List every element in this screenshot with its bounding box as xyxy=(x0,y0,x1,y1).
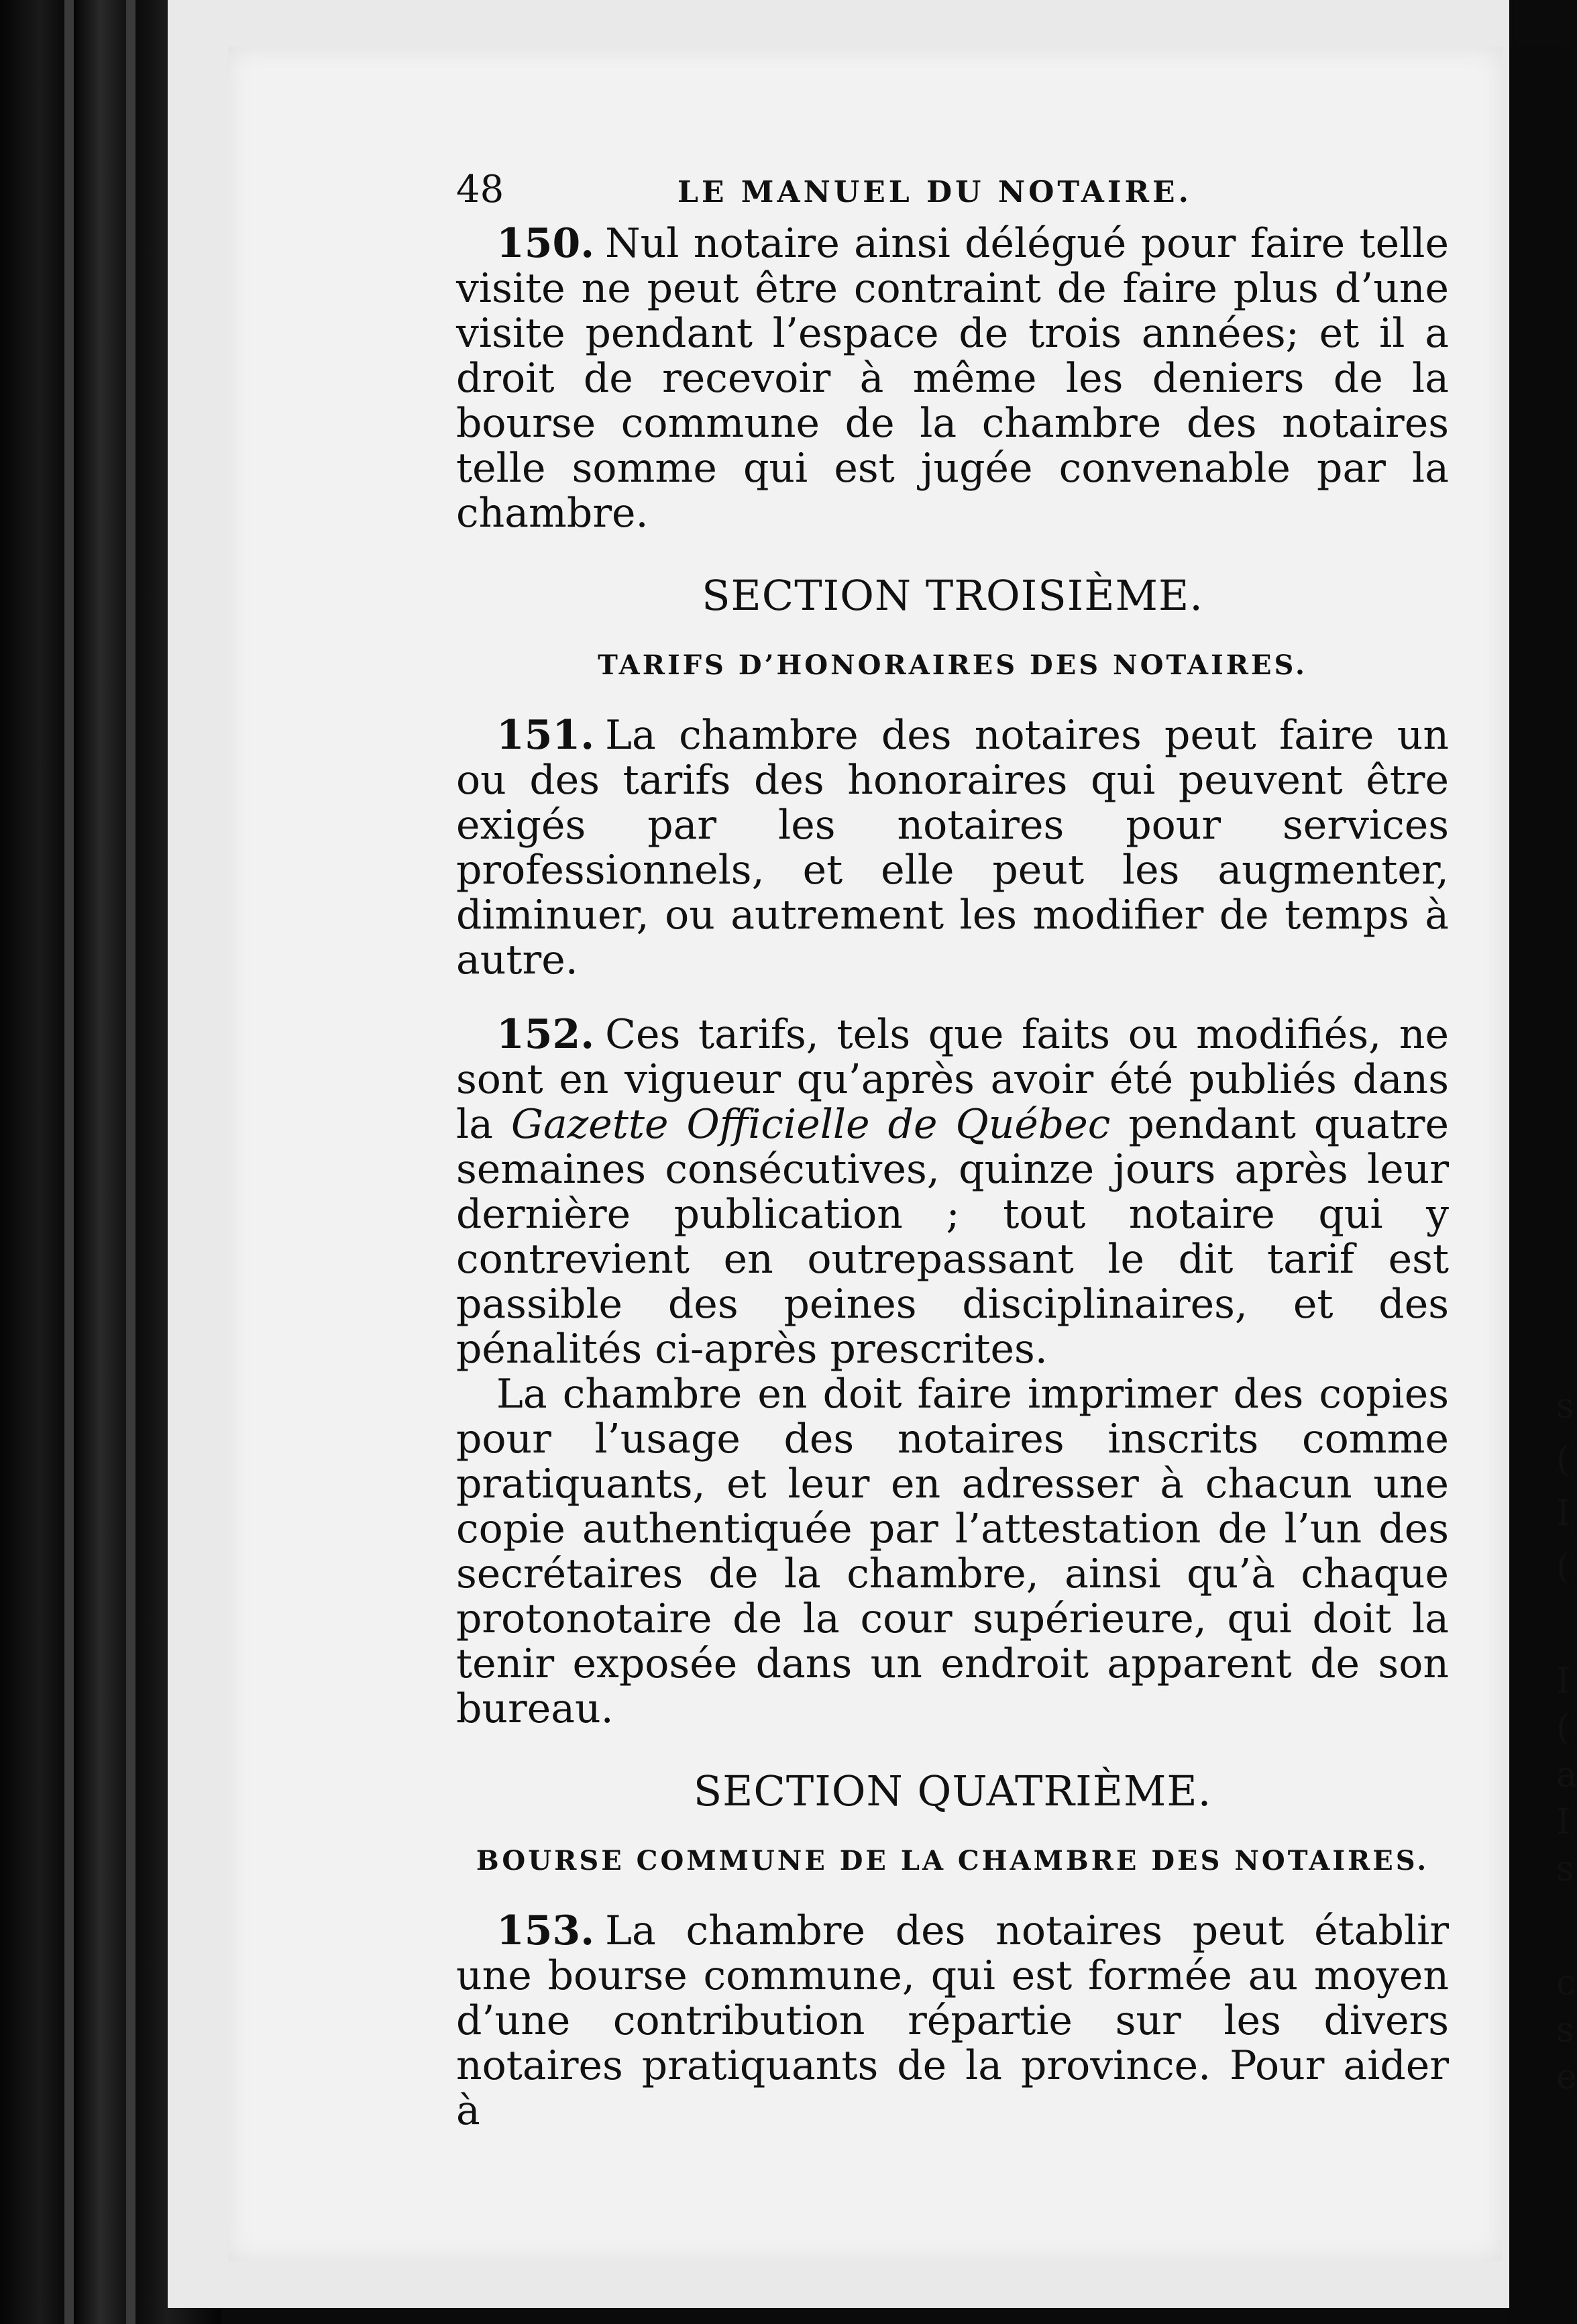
section-subtitle: BOURSE COMMUNE DE LA CHAMBRE DES NOTAIRES. xyxy=(476,1845,1429,1877)
section-title: SECTION QUATRIÈME. xyxy=(693,1766,1212,1815)
article-number: 150. xyxy=(496,220,595,267)
facing-page-fragment: s xyxy=(1556,1849,1574,1889)
facing-page-fragment: a xyxy=(1556,1755,1577,1795)
facing-page-fragment: c xyxy=(1556,1963,1576,2003)
article-text: La chambre des notaires peut établir une bourse commune, qui est formée au moyen d’une contribution répartie sur les divers notaires pratiquants de la province. Pour aider à xyxy=(456,1907,1449,2134)
section-subtitle: TARIFS D’HONORAIRES DES NOTAIRES. xyxy=(598,649,1307,681)
binding-edge xyxy=(126,0,135,2324)
facing-page-fragment: I xyxy=(1556,1493,1570,1534)
article-text: Nul notaire ainsi délégué pour faire telle visite ne peut être contraint de faire plus d’une visite pendant l’espace de trois années; et il a droit de recevoir à même les deniers de la bourse commune de la chambre des notaires telle somme qui est jugée convenable par la chambre. xyxy=(456,220,1449,537)
article-151 xyxy=(456,713,1449,983)
article-152-paragraph: La chambre en doit faire imprimer des copies pour l’usage des notaires inscrits comme pratiquants, et leur en adresser à chacun une copie authentiquée par l’attestation de l’un des secrétaires de la chambre, ainsi qu’à chaque protonotaire de la cour supérieure, qui doit la tenir exposée dans un endroit apparent de son bureau. xyxy=(456,1371,1449,1732)
section-title: SECTION TROISIÈME. xyxy=(702,571,1203,620)
running-title: LE MANUEL DU NOTAIRE. xyxy=(677,175,1192,209)
article-text: Ces tarifs, tels que faits ou modifiés, ne sont en vigueur qu’après avoir été publiés dans la xyxy=(456,1011,1449,1148)
gazette-title: Gazette Officielle de Québec xyxy=(510,1101,1111,1148)
article-text: pendant quatre semaines consécutives, quinze jours après leur dernière publication ; tout notaire qui y contrevient en outrepassant le dit tarif est passible des peines disciplinaires, et des pénalités ci-après prescrites. xyxy=(456,1101,1449,1373)
facing-page-fragment: I xyxy=(1556,1802,1570,1842)
facing-page-fragment: ( xyxy=(1556,1440,1570,1480)
facing-page-strip xyxy=(1509,47,1577,2324)
article-number: 153. xyxy=(496,1907,595,1954)
facing-page-fragment: I xyxy=(1556,1661,1570,1701)
page-header xyxy=(456,168,1449,221)
article-text: La chambre des notaires peut faire un ou des tarifs des honoraires qui peuvent être exigés par les notaires pour services professionnels, et elle peut les augmenter, diminuer, ou autrement les modifier de temps à autre. xyxy=(456,712,1449,984)
article-number: 152. xyxy=(496,1011,595,1058)
facing-page-fragment: s xyxy=(1556,2010,1574,2050)
article-number: 151. xyxy=(496,712,595,759)
facing-page-fragment: e xyxy=(1556,2057,1577,2097)
binding-edge xyxy=(64,0,74,2324)
article-150 xyxy=(456,221,1449,536)
page-content xyxy=(456,168,1449,2133)
facing-page-fragment: ( xyxy=(1556,1708,1570,1748)
facing-page-fragment: s xyxy=(1556,1386,1574,1426)
article-152 xyxy=(456,1012,1449,1372)
page-number: 48 xyxy=(456,168,504,211)
facing-page-fragment: ( xyxy=(1556,1547,1570,1587)
article-153 xyxy=(456,1909,1449,2133)
